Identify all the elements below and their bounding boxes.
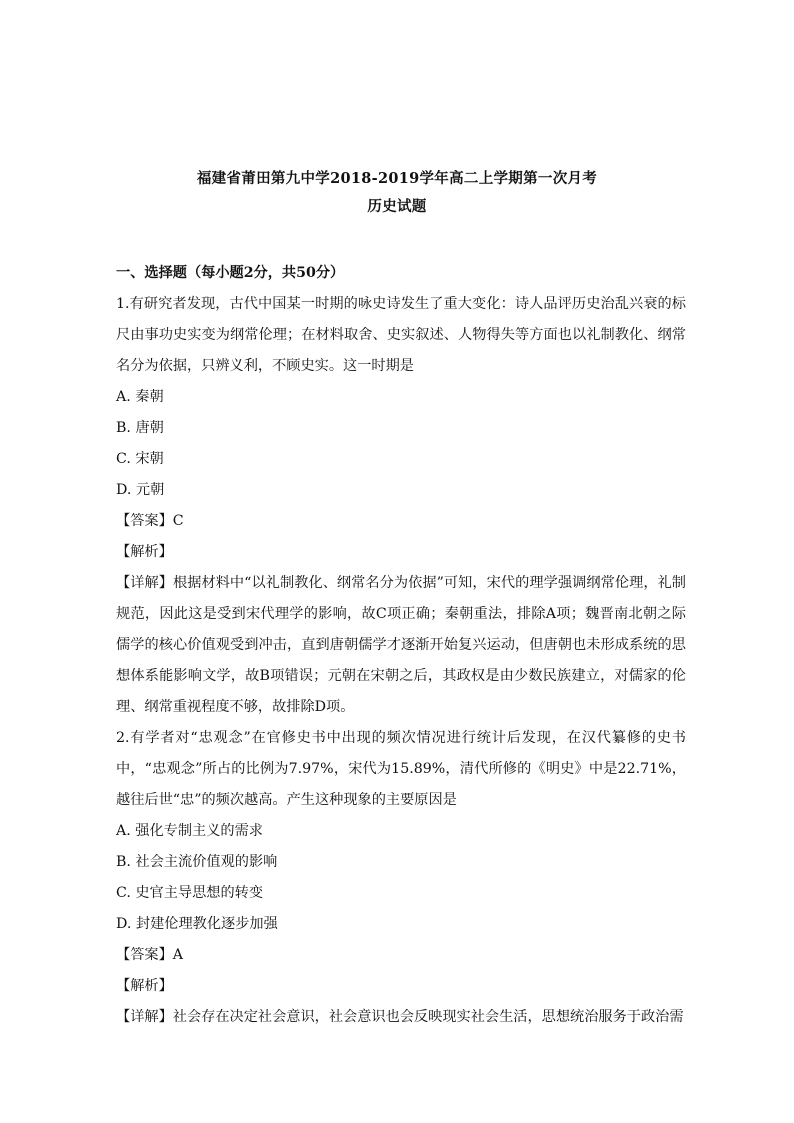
question-1-detail: 【详解】根据材料中“以礼制教化、纲常名分为依据”可知，宋代的理学强调纲常伦理，礼制规范，因此这是受到宋代理学的影响，故C项正确；秦朝重法，排除A项；魏晋南北朝之际儒学的核心价值观受到冲击，直到唐朝儒学才逐渐开始复兴运动，但唐朝也未形成系统的思想体系能影响文学，故B项错误；元朝在宋朝之后，其政权是由少数民族建立，对儒家的伦理、纲常重视程度不够，故排除D项。 [116,575,686,715]
question-2-stem: 2.有学者对“忠观念”在官修史书中出现的频次情况进行统计后发现，在汉代纂修的史书中，“忠观念”所占的比例为7.97%，宋代为15.89%，清代所修的《明史》中是22.71%，越往后世“忠”的频次越高。产生这种现象的主要原因是 [116,730,686,808]
question-2-detail: 【详解】社会存在决定社会意识，社会意识也会反映现实社会生活，思想统治服务于政治需 [116,1009,684,1025]
question-1-option-b: B. 唐朝 [116,420,164,436]
question-1-option-a: A. 秦朝 [116,389,164,405]
question-2-option-c: C. 史官主导思想的转变 [116,885,264,901]
document-body [116,258,686,1033]
section-heading: 一、选择题（每小题2分，共50分） [116,265,345,281]
question-1-answer: 【答案】C [116,513,184,529]
question-2-answer: 【答案】A [116,947,183,963]
question-1-stem: 1.有研究者发现，古代中国某一时期的咏史诗发生了重大变化：诗人品评历史治乱兴衰的标尺由事功史实变为纲常伦理；在材料取舍、史实叙述、人物得失等方面也以礼制教化、纲常名分为依据，只辨义利，不顾史实。这一时期是 [116,296,686,374]
question-1-analysis-label: 【解析】 [116,544,173,560]
question-2-option-d: D. 封建伦理教化逐步加强 [116,916,278,932]
question-2-option-a: A. 强化专制主义的需求 [116,823,263,839]
question-1-option-c: C. 宋朝 [116,451,164,467]
document-title: 福建省莆田第九中学2018-2019学年高二上学期第一次月考 [196,170,598,187]
document-subtitle: 历史试题 [367,198,427,215]
question-2-analysis-label: 【解析】 [116,978,173,994]
question-2-option-b: B. 社会主流价值观的影响 [116,854,278,870]
question-1-option-d: D. 元朝 [116,482,165,498]
